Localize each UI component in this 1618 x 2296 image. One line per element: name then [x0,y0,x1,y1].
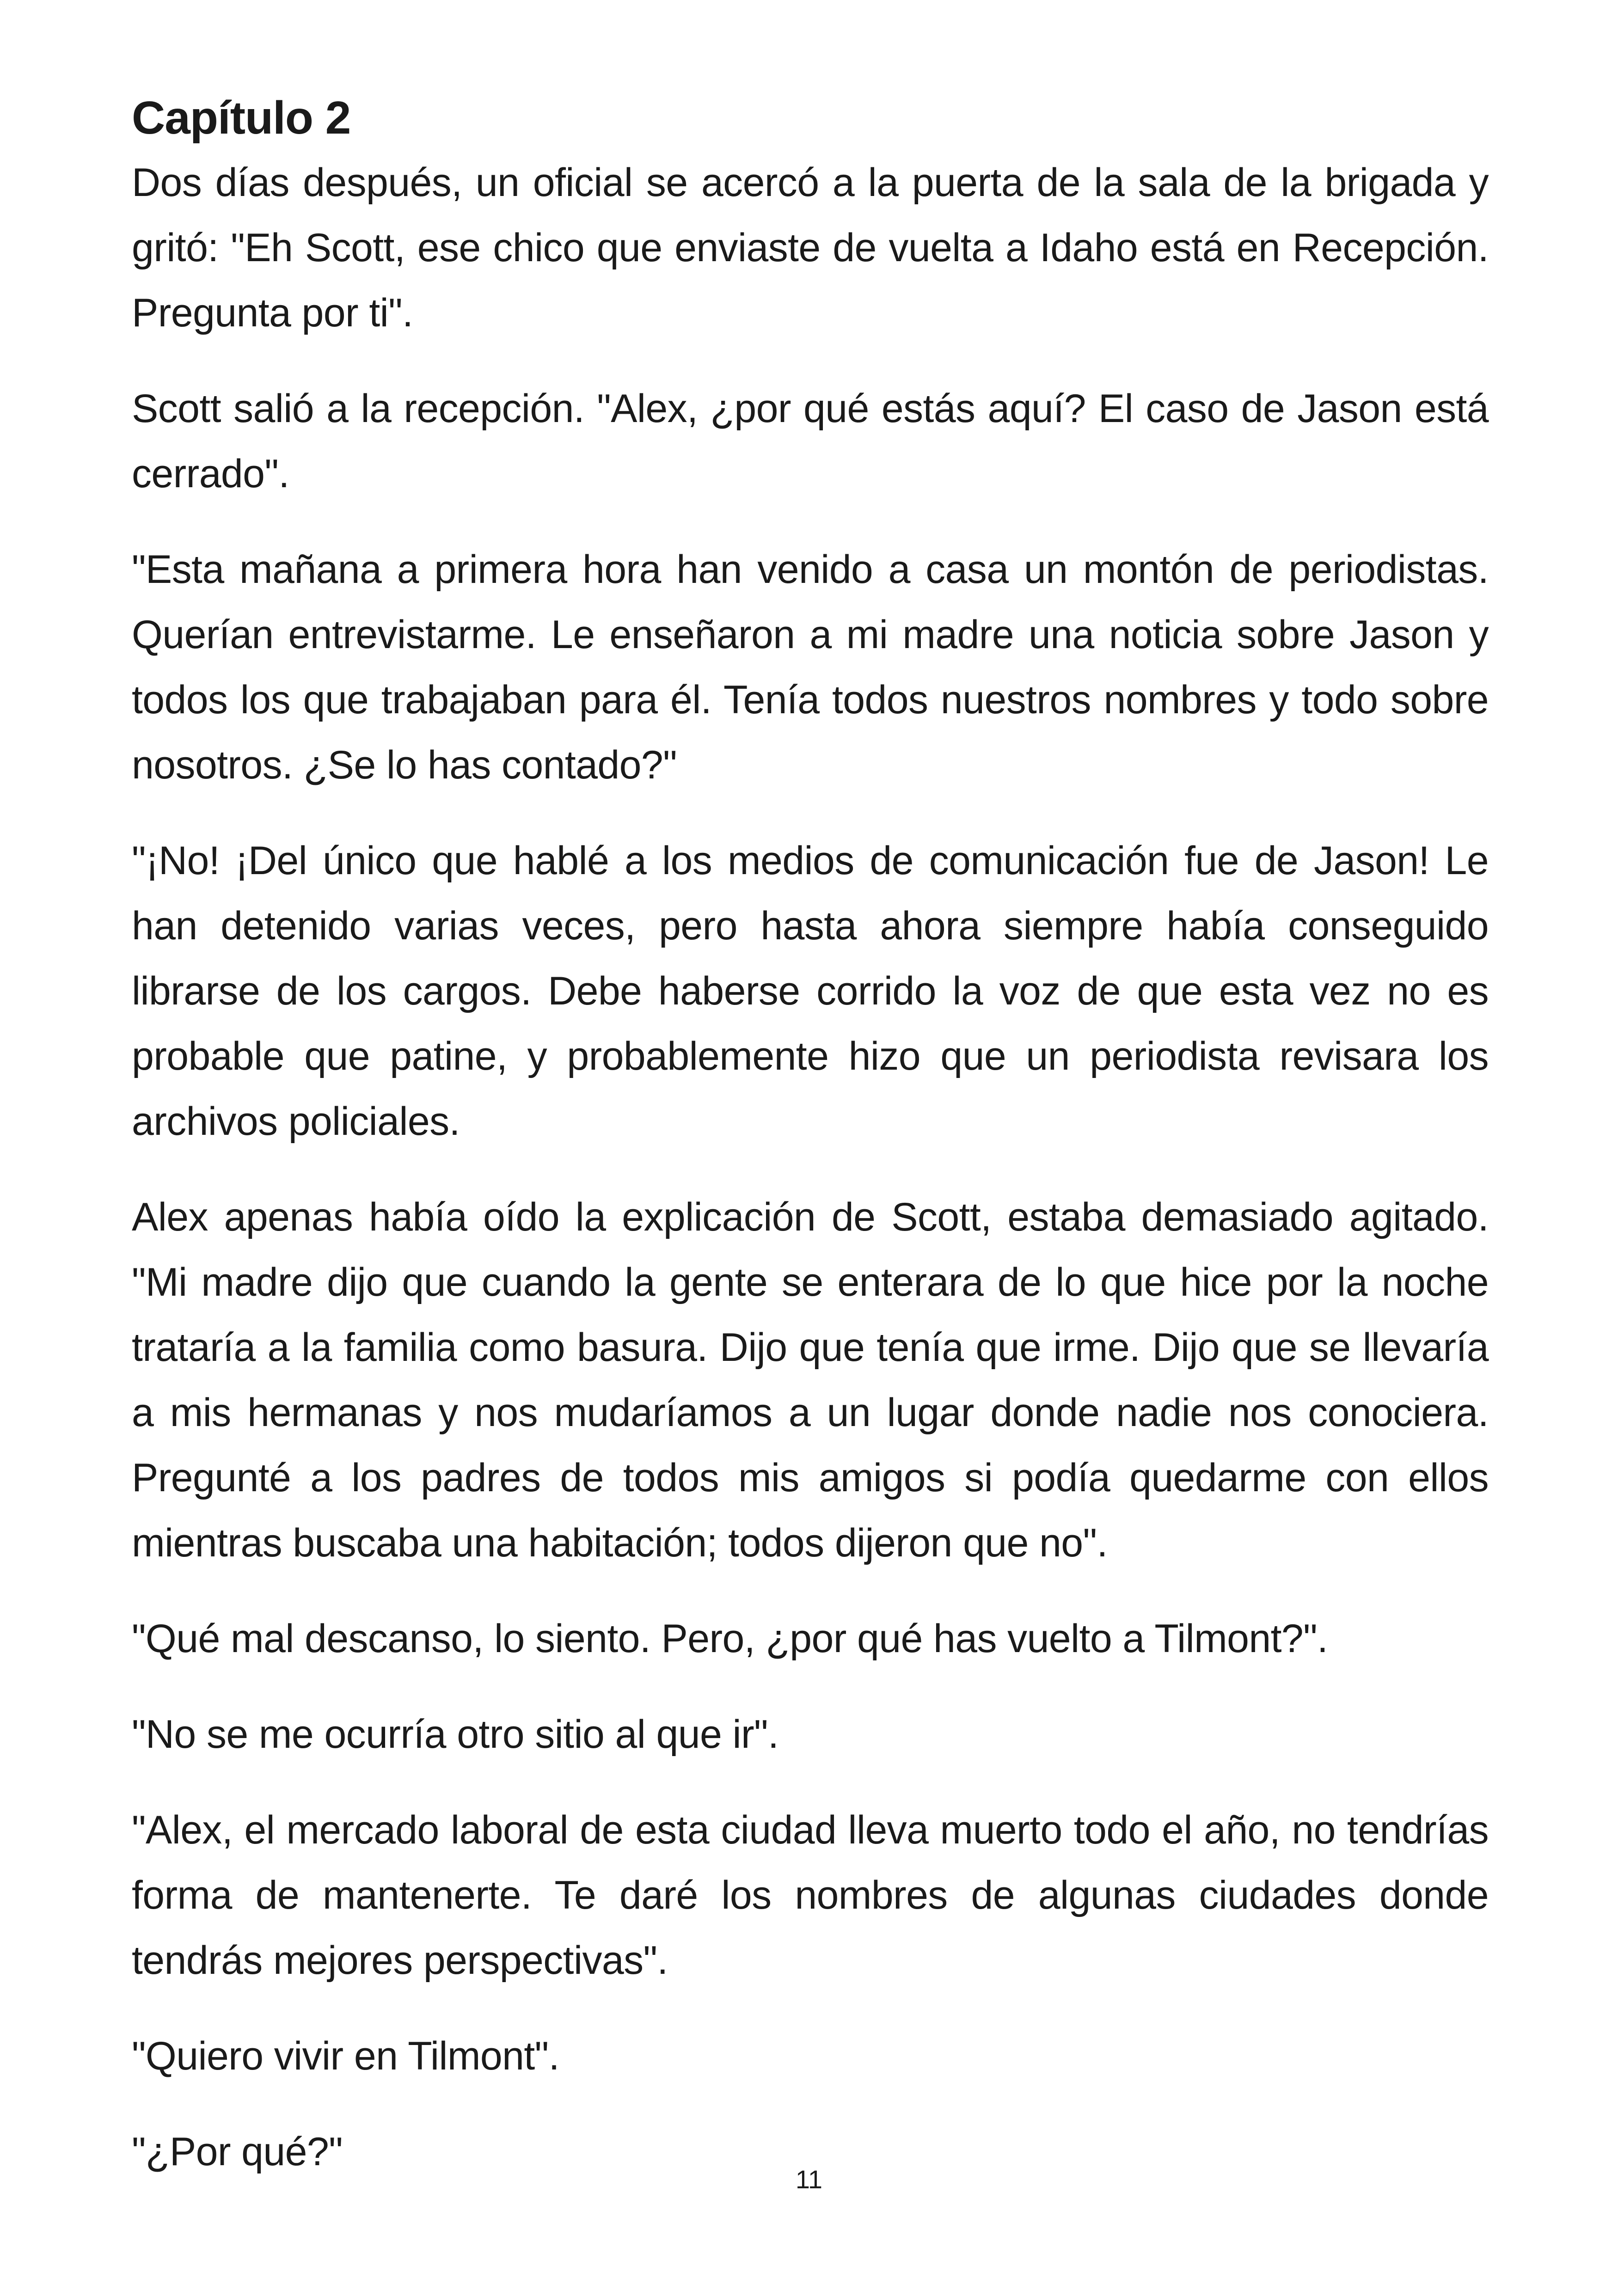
page-number: 11 [795,2165,823,2194]
paragraph: "Quiero vivir en Tilmont". [132,2034,559,2078]
paragraph: Scott salió a la recepción. "Alex, ¿por qué estás aquí? El caso de Jason está cerrado". [132,386,1489,496]
paragraph: "Qué mal descanso, lo siento. Pero, ¿por qué has vuelto a Tilmont?". [132,1616,1328,1661]
paragraph: "¿Por qué?" [132,2130,343,2174]
paragraph: Dos días después, un oficial se acercó a la puerta de la sala de la brigada y gritó: "Eh Scott, ese chico que enviaste de vuelta a Idaho está en Recepción. Pregunta por ti". [132,160,1489,335]
page-content [132,86,1489,2215]
paragraph: "Alex, el mercado laboral de esta ciudad lleva muerto todo el año, no tendrías forma de mantenerte. Te daré los nombres de algunas ciudades donde tendrás mejores perspectivas". [132,1808,1489,1983]
paragraph: "No se me ocurría otro sitio al que ir". [132,1712,779,1757]
paragraph: "Esta mañana a primera hora han venido a casa un montón de periodistas. Querían entrevistarme. Le enseñaron a mi madre una noticia sobre Jason y todos los que trabajaban para él. Tenía todos nuestros nombres y todo sobre nosotros. ¿Se lo has contado?" [132,547,1489,787]
paragraph: Alex apenas había oído la explicación de Scott, estaba demasiado agitado. "Mi madre dijo que cuando la gente se enterara de lo que hice por la noche trataría a la familia como basura. Dijo que tenía que irme. Dijo que se llevaría a mis hermanas y nos mudaríamos a un lugar donde nadie nos conociera. Pregunté a los padres de todos mis amigos si podía quedarme con ellos mientras buscaba una habitación; todos dijeron que no". [132,1195,1489,1565]
paragraph: "¡No! ¡Del único que hablé a los medios de comunicación fue de Jason! Le han detenido varias veces, pero hasta ahora siempre había conseguido librarse de los cargos. Debe haberse corrido la voz de que esta vez no es probable que patine, y probablemente hizo que un periodista revisara los archivos policiales. [132,839,1489,1144]
chapter-title: Capítulo 2 [132,92,351,144]
